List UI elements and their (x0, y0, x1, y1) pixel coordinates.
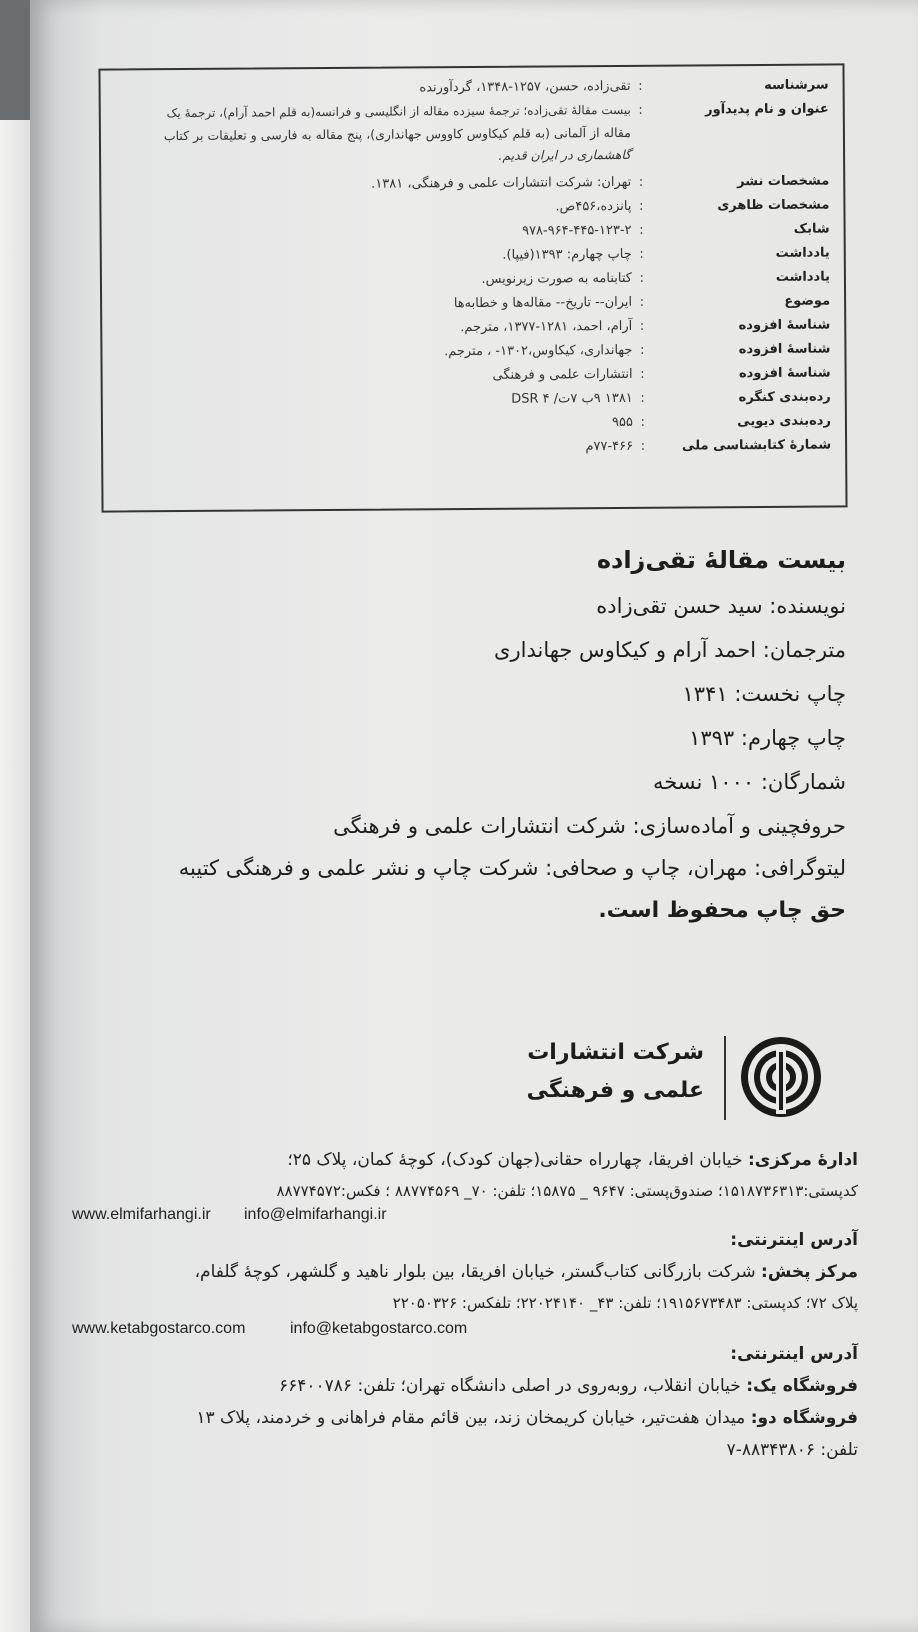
store-one-address: خیابان انقلاب، روبه‌روی در اصلی دانشگاه تهران؛ تلفن: ۶۶۴۰۰۷۸۶ (279, 1376, 741, 1396)
cip-label: رده‌بندی دیویی (737, 413, 831, 430)
cip-value: کتابنامه به صورت زیرنویس. (481, 270, 632, 287)
store-one (279, 1376, 858, 1396)
logo-separator (724, 1036, 726, 1120)
cip-label: یادداشت (775, 269, 830, 285)
cip-value: جهانداری، کیکاوس،۱۳۰۲- ، مترجم. (444, 342, 633, 360)
cip-colon: : (639, 270, 644, 286)
cip-label: عنوان و نام پدیدآور (705, 101, 829, 118)
book-first-print: چاپ نخست: ۱۳۴۱ (682, 682, 846, 706)
cip-label: شابک (793, 221, 830, 237)
cip-colon: : (639, 222, 644, 238)
store-phone (727, 1440, 858, 1460)
book-fourth-print: چاپ چهارم: ۱۳۹۳ (689, 726, 846, 750)
distribution-center (195, 1262, 858, 1282)
email-link[interactable]: info@elmifarhangi.ir (244, 1206, 387, 1223)
store-one-label: فروشگاه یک: (746, 1376, 858, 1396)
cip-value: ایران-- تاریخ-- مقاله‌ها و خطابه‌ها (453, 294, 633, 312)
cip-colon: : (638, 78, 643, 94)
cip-colon: : (638, 198, 644, 214)
distribution-label: مرکز پخش: (761, 1262, 858, 1282)
cip-row (103, 437, 845, 466)
central-office-address: خیابان افریقا، چهارراه حقانی(جهان کودک)، کوچهٔ کمان، پلاک ۲۵؛ (287, 1150, 743, 1170)
book-lithography: لیتوگرافی: مهران، چاپ و صحافی: شرکت چاپ و نشر علمی و فرهنگی کتیبه (178, 856, 846, 880)
book-author: نویسنده: سید حسن تقی‌زاده (596, 594, 846, 618)
publisher-name-line2: علمی و فرهنگی (526, 1078, 704, 1103)
internet-label: آدرس اینترنتی: (730, 1230, 858, 1250)
cip-value: ۷۷-۴۶۶م (585, 438, 634, 455)
cip-value: چاپ چهارم: ۱۳۹۳(فیپا). (502, 246, 632, 263)
central-office-label: ادارهٔ مرکزی: (747, 1150, 858, 1170)
distribution-address: شرکت بازرگانی کتاب‌گستر، خیابان افریقا، بین بلوار ناهید و گلشهر، کوچهٔ گلفام، (194, 1262, 756, 1282)
central-office (287, 1150, 858, 1170)
phone-number: ۸۸۳۴۳۸۰۶-۷ (726, 1440, 815, 1460)
cip-value: ۹۵۵ (611, 414, 633, 431)
cip-colon: : (640, 414, 645, 430)
cip-colon: : (638, 102, 643, 118)
store-two-address: میدان هفت‌تیر، خیابان کریمخان زند، بین قائم مقام فراهانی و خردمند، پلاک ۱۳ (196, 1408, 746, 1428)
cip-value: ۱۳۸۱ ۹ب ۷ت/ DSR ۴ (511, 390, 633, 407)
cip-value: تهران: شرکت انتشارات علمی و فرهنگی، ۱۳۸۱. (371, 174, 632, 192)
store-two (196, 1408, 858, 1428)
cip-colon: : (639, 318, 645, 334)
book-title: بیست مقالهٔ تقی‌زاده (596, 546, 846, 574)
cip-colon: : (639, 294, 645, 310)
cip-label: شناسهٔ افزوده (738, 317, 831, 334)
cip-value: بیست مقالهٔ تقی‌زاده؛ ترجمهٔ سیزده مقاله از انگلیسی و فرانسه(به قلم احمد آرام)، ترجمهٔ یک (166, 102, 631, 121)
cip-value: تقی‌زاده، حسن، ۱۲۵۷-۱۳۴۸، گردآورنده (419, 78, 631, 96)
cip-colon: : (639, 246, 644, 262)
email-link[interactable]: info@ketabgostarco.com (290, 1320, 468, 1337)
cip-label: سرشناسه (764, 77, 829, 93)
cip-label: شناسهٔ افزوده (738, 365, 831, 382)
publisher-logo-icon (738, 1034, 824, 1120)
website-link[interactable]: www.elmifarhangi.ir (72, 1206, 211, 1223)
cip-value: پانزده،۴۵۶ص. (555, 198, 632, 215)
publisher-name-line1: شرکت انتشارات (527, 1040, 704, 1065)
cataloging-box (98, 63, 847, 512)
book-circulation: شمارگان: ۱۰۰۰ نسخه (652, 770, 846, 794)
cip-colon: : (639, 342, 645, 358)
cip-value: آرام، احمد، ۱۲۸۱-۱۳۷۷، مترجم. (460, 318, 633, 336)
book-translators: مترجمان: احمد آرام و کیکاوس جهانداری (494, 638, 846, 662)
central-office-codes: کدپستی:۱۵۱۸۷۳۶۳۱۳؛ صندوق‌پستی: ۹۶۴۷ _ ۱۵۸۷۵؛ تلفن: ۷۰_ ۸۸۷۷۴۵۶۹ ؛ فکس:۸۸۷۷۴۵۷۲ (276, 1182, 858, 1200)
cip-colon: : (638, 174, 644, 190)
internet-label: آدرس اینترنتی: (730, 1344, 858, 1364)
cip-value: انتشارات علمی و فرهنگی (492, 366, 633, 383)
cip-row (101, 145, 843, 174)
cip-label: یادداشت (775, 245, 830, 261)
cip-value: ۹۷۸-۹۶۴-۴۴۵-۱۲۳-۲ (522, 222, 632, 239)
website-link[interactable]: www.ketabgostarco.com (72, 1320, 246, 1337)
distribution-codes: پلاک ۷۲؛ کدپستی: ۱۹۱۵۶۷۳۴۸۳؛ تلفن: ۴۳_ ۲۲۰۲۴۱۴۰؛ تلفکس: ۲۲۰۵۰۳۲۶ (392, 1294, 858, 1312)
cip-continuation: گاهشماری در ایران قدیم. (498, 146, 632, 163)
cip-colon: : (640, 390, 645, 406)
store-two-label: فروشگاه دو: (750, 1408, 858, 1428)
cip-label: شناسهٔ افزوده (738, 341, 831, 358)
cip-label: مشخصات ظاهری (717, 197, 830, 214)
cip-colon: : (640, 438, 646, 454)
cip-colon: : (640, 366, 645, 382)
copyright-notice: حق چاپ محفوظ است. (598, 898, 846, 923)
phone-label: تلفن: (820, 1440, 858, 1460)
cip-label: رده‌بندی کنگره (738, 389, 831, 406)
cip-label: شمارهٔ کتابشناسی ملی (681, 437, 832, 454)
cip-label: مشخصات نشر (737, 173, 830, 190)
cip-label: موضوع (784, 293, 831, 309)
book-typesetting: حروفچینی و آماده‌سازی: شرکت انتشارات علمی و فرهنگی (333, 814, 846, 838)
cip-continuation: مقاله از آلمانی (به قلم کیکاوس کاووس جهانداری)، پنج مقاله به فارسی و تعلیقات بر کتاب (163, 124, 631, 144)
